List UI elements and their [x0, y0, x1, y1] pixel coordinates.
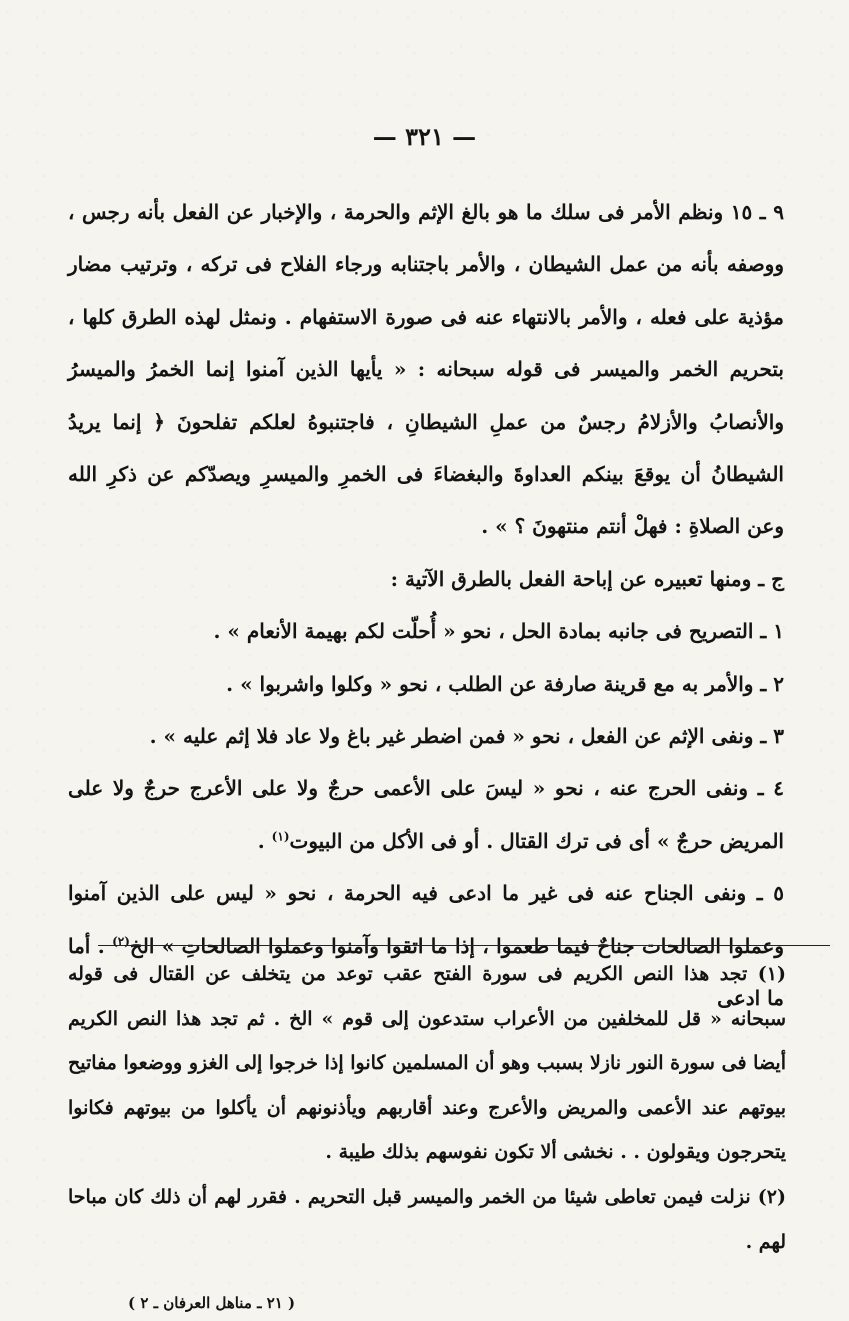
footnote-1: [68, 952, 820, 1175]
item-4-text: ٤ ـ ونفى الحرج عنه ، نحو « ليسَ على الأعمى حرجٌ ولا على الأعرج حرجٌ ولا على المريض حرجٌ » أى فى ترك القتال . أو فى الأكل من البيوت: [68, 776, 784, 853]
main-text: [68, 186, 820, 1025]
footnote-marker: (٢): [112, 934, 130, 949]
item-5-tail: . أما ما ادعى: [68, 933, 784, 1011]
para-9-15-text: ٩ ـ ١٥ ونظم الأمر فى سلك ما هو بالغ الإثم والحرمة ، والإخبار عن الفعل بأنه رجس ، ووصفه بأنه من عمل الشيطان ، والأمر باجتنابه ورجاء الفلاح فى تركه ، وترتيب مضار مؤذية على فعله ، والأمر بالانتهاء عنه فى صورة الاستفهام . ونمثل لهذه الطرق كلها ، بتحريم الخمر والميسر فى قوله سبحانه : « يأيها الذين آمنوا إنما الخمرُ والميسرُ والأنصابُ والأزلامُ رجسٌ من عملِ الشيطانِ ، فاجتنبوهُ لعلكم تفلحونَ ﴿ إنما يريدُ الشيطانُ أن يوقعَ بينكم العداوةَ والبغضاءَ فى الخمرِ والميسرِ ويصدّكم عن ذكرِ الله وعن الصلاةِ : فهلْ أنتم منتهونَ ؟ » .: [68, 200, 784, 539]
footnote-1-text: (١) تجد هذا النص الكريم فى سورة الفتح عقب توعد من يتخلف عن القتال فى قوله سبحانه « قل للمخلفين من الأعراب ستدعون إلى قوم » الخ . ثم تجد هذا النص الكريم أيضا فى سورة النور نازلا بسبب وهو أن المسلمين كانوا إذا خرجوا إلى الغزو ووضعوا مفاتيح بيوتهم عند الأعمى والمريض والأعرج وعند أقاربهم ويأذنونهم أن يأكلوا من بيوتهم فكانوا يتحرجون ويقولون . . نخشى ألا تكون نفوسهم بذلك طيبة .: [68, 963, 786, 1164]
footnote-2-text: (٢) نزلت فيمن تعاطى شيئا من الخمر والميسر قبل التحريم . فقرر لهم أن ذلك كان مباحا لهم .: [68, 1185, 786, 1253]
item-1-text: ١ ـ التصريح فى جانبه بمادة الحل ، نحو « أُحلّت لكم بهيمة الأنعام » .: [213, 619, 784, 644]
item-3-text: ٣ ـ ونفى الإثم عن الفعل ، نحو « فمن اضطر غير باغ ولا عاد فلا إثم عليه » .: [149, 724, 784, 749]
page-number: — ٣٢١ —: [372, 122, 477, 151]
para-9-15: [68, 186, 820, 553]
footnotes: [68, 952, 820, 1264]
item-4-tail: .: [257, 828, 272, 853]
item-3: [68, 710, 820, 762]
footnote-marker: (١): [271, 829, 290, 844]
footnote-2: [68, 1175, 820, 1264]
para-jim: [68, 553, 820, 605]
item-1: [68, 605, 820, 657]
footnote-divider: [98, 945, 830, 946]
item-5-text: ٥ ـ ونفى الجناح عنه فى غير ما ادعى فيه الحرمة ، نحو « ليس على الذين آمنوا وعملوا الصالحات جناحٌ فيما طعموا ، إذا ما اتقوا وآمنوا وعملوا الصالحاتِ » الخ: [68, 881, 784, 958]
item-2-text: ٢ ـ والأمر به مع قرينة صارفة عن الطلب ، نحو « وكلوا واشربوا » .: [226, 671, 784, 696]
printer-signature: ( ٢١ ـ مناهل العرفان ـ ٢ ): [128, 1294, 296, 1312]
item-4: [68, 762, 820, 867]
item-2: [68, 658, 820, 710]
para-jim-text: ج ـ ومنها تعبيره عن إباحة الفعل بالطرق الآتية :: [390, 566, 784, 591]
